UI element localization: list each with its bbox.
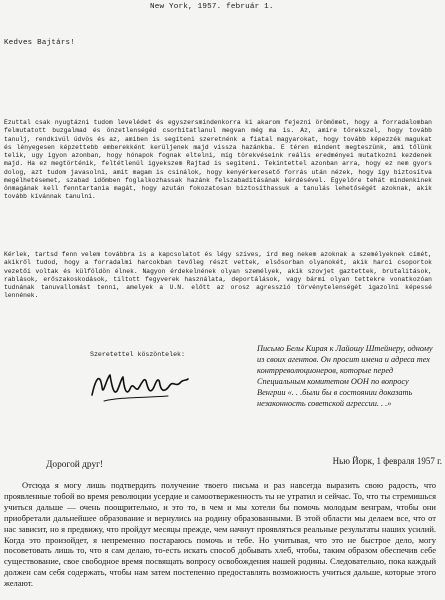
letter-closing: Szeretettel köszöntelek: [90,351,185,358]
letter-paragraph-2: Kérlek, tartsd fenn velem továbbra is a kapcsolatot és légy szíves, írd meg nekem azoknak a személyeknek címét, akikről tudod, hogy a forradalmi harcokban tevőleg részt vettek, elsősorban olyanokét, akik harci csoportok vezetői voltak és külföldön élnek. Nagyon érdekelnének olyan személyek, akik szovjet gaztettek, brutalitások, rablások, erőszakoskodások, tiltott fegyverek használata, deportálások, vagy bármi olyan tettekre vonatkozóan tudnának tanuvallomást tenni, amelyek a U.N. előtt az orosz agresszió törvénytelenségét igazolni képessé lennének. [4,251,432,300]
translation-greeting: Дорогой друг! [46,460,104,470]
letter-paragraph-1: Ezuttal csak nyugtázni tudom levelédet és egyszersmindenkorra ki akarom fejezni örömömet, hogy a forradalomban felmutatott buzgalmad és önzetlenségéd csorbítatlanul megvan még ma is. Az, amire törekszel, hogy tovább tanulj, rendkivül üdvös és az, amiben is segíteni szeretnénk a fiatal magyarokat, hogy tovább képezzék magukat és lényegesen képzettebb emberekként kerüljenek majd vissza hazánkba. E téren mindent megteszünk, ami tőlünk telik, ugy igyon azonban, hogy hónapok fognak eltelni, míg törekvéseink reális eredményei mutatkozni kezdenek majd. Ha ez megtörténik, feltétlenül igyekszem Rajtad is segíteni. Tekintettel azonban arra, hogy ez nem gyors dolog, azt tudom javasolni, amit magam is csinálok, hogy kenyérkeresető forrás után nézek, hogy így biztosítva megélhetésemet, szabad időmben foglalkozhassak hazánk felszabadításának kérdésével. Egyelőre tehát mindenkinek önmagának kell fenntartania magát, hogy azután fokozatosan biztosíthassuk a tanulás lehetőségét azoknak, akik tovább kívánnak tanulni. [4,119,432,201]
translation-body: Отсюда я могу лишь подтвердить получение твоего письма и раз навсегда выразить свою радость, что проявленные тобой во время революции усердие и самоотверженность ты не утратил и сейчас. То, что ты стремишься учиться дальше — очень поощрительно, и это то, в чем и мы хотели бы помочь молодым венграм, чтобы они приобретали дальнейшее образование и вернулись на родину образованными. В этой области мы делаем все, что от нас зависит, но я предвижу, что пройдут месяцы прежде, чем начнут проявляться реальные результаты наших усилий. Когда это произойдет, я непременно постараюсь помочь и тебе. Но учитывая, что это не быстрое дело, могу посоветовать лишь то, что я сам делаю, то-есть искать способ добывать хлеб, чтобы, таким образом обеспечив себе существование, свое свободное время посвящать вопросу освобождения нашей родины. Следовательно, пока каждый должен сам себя содержать, чтобы нам затем постепенно предоставлять возможность учиться дальше, которые этого желают. [4,480,436,589]
letter-greeting: Kedves Bajtárs! [4,39,76,47]
letter-dateline: New York, 1957. február 1. [150,3,274,11]
archival-annotation: Письмо Белы Кирая к Лайошу Штейнеру, одному из своих агентов. Он просит имена и адреса тех контрреволюционеров, которые перед Специальным комитетом ООН по вопросу Венгрии «. . .были бы в состоянии доказать незаконность советской агрессии. . .» [257,344,433,408]
handwritten-signature [90,367,190,405]
translation-dateline: Нью Йорк, 1 февраля 1957 г. [332,456,442,466]
